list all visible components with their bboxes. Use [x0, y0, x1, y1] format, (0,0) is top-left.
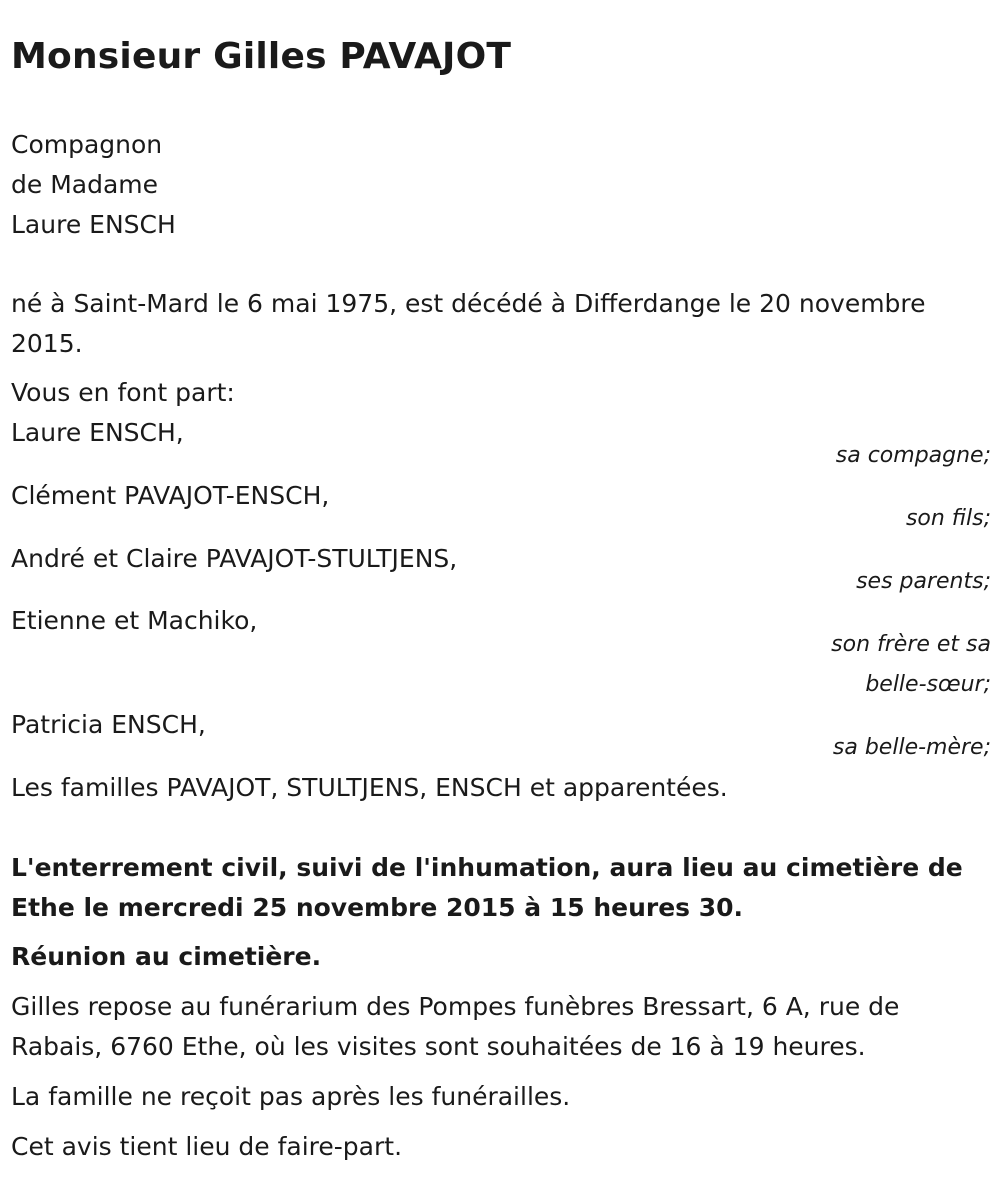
mourner-role: son fils; — [905, 506, 991, 531]
announce-text: Vous en font part: — [11, 378, 235, 407]
meeting-text: Réunion au cimetière. — [11, 942, 322, 971]
mourner-name: Clément PAVAJOT-ENSCH, — [11, 481, 330, 510]
page-title: Monsieur Gilles PAVAJOT — [11, 36, 512, 77]
mourner-name: André et Claire PAVAJOT-STULTJENS, — [11, 544, 458, 573]
mourner-role: sa belle-mère; — [832, 735, 991, 760]
intro-line-2: de Madame — [11, 170, 159, 199]
mourner-role: son frère et sa — [831, 632, 991, 657]
mourner-name: Patricia ENSCH, — [11, 710, 206, 739]
families-text: Les familles PAVAJOT, STULTJENS, ENSCH et apparentées. — [11, 773, 728, 802]
mourner-name: Etienne et Machiko, — [11, 606, 258, 635]
ceremony-text: L'enterrement civil, suivi de l'inhumation, aura lieu au cimetière de Ethe le mercredi 25 novembre 2015 à 15 heures 30. — [11, 853, 963, 922]
mourner-role: ses parents; — [856, 569, 991, 594]
mourner-role: sa compagne; — [835, 443, 991, 468]
no-reception-text: La famille ne reçoit pas après les funérailles. — [11, 1082, 571, 1111]
intro-line-1: Compagnon — [11, 130, 163, 159]
notice-text: Cet avis tient lieu de faire-part. — [11, 1132, 403, 1161]
intro-block — [11, 125, 991, 245]
visit-text: Gilles repose au funérarium des Pompes funèbres Bressart, 6 A, rue de Rabais, 6760 Ethe, où les visites sont souhaitées de 16 à 19 heures. — [11, 992, 900, 1061]
birth-death-text: né à Saint-Mard le 6 mai 1975, est décédé à Differdange le 20 novembre 2015. — [11, 289, 926, 358]
intro-line-3: Laure ENSCH — [11, 210, 176, 239]
mourner-role: belle-sœur; — [865, 672, 991, 697]
mourner-name: Laure ENSCH, — [11, 418, 184, 447]
